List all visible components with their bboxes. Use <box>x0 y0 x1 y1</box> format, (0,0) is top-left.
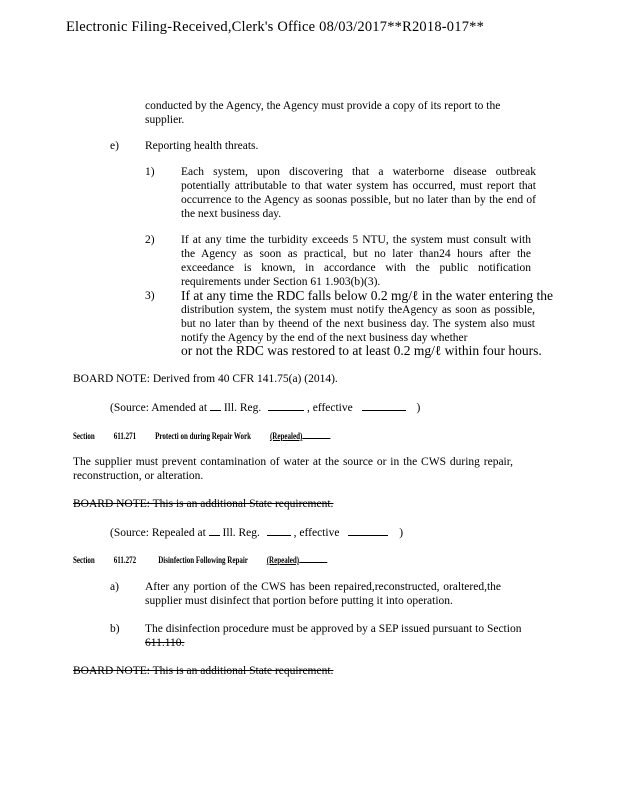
sub3-middle: distribution system, the system must notify theAgency as soon as possible, but no later than by theend of the next business day. The system also must notify the Agency by the end of the next business day whether <box>181 304 535 344</box>
heading-underline <box>299 561 327 563</box>
sub2-label: 2) <box>145 234 155 246</box>
repealed-status: (Repealed) <box>266 555 300 565</box>
section-number: 611.271 <box>113 431 137 441</box>
section-label: Section <box>73 431 95 441</box>
para-271: The supplier must prevent contamination of water at the source or in the CWS during repair, reconstruction, or alteration. <box>73 456 513 482</box>
board-note-1: BOARD NOTE: Derived from 40 CFR 141.75(a) (2014). <box>73 373 338 385</box>
item-e-text: Reporting health threats. <box>145 140 259 152</box>
effective-label: , effective <box>306 402 353 414</box>
date-blank <box>348 525 388 536</box>
page-blank <box>267 525 291 536</box>
item-e-label: e) <box>110 140 119 152</box>
sub3-line-first: If at any time the RDC falls below 0.2 mg/ℓ in the water entering the <box>181 288 553 303</box>
sub1-text: Each system, upon discovering that a waterborne disease outbreak potentially attributable to that water system has occurred, must report that occurrence to the Agency as soonas possible, but no later than by the end of the next business day. <box>181 166 536 220</box>
section-title: Protecti on during Repair Work <box>155 431 252 441</box>
source-repealed-prefix: (Source: Repealed at <box>110 527 206 539</box>
date-blank <box>362 400 406 411</box>
sub3-line-last: or not the RDC was restored to at least 0.2 mg/ℓ within four hours. <box>181 343 542 358</box>
ill-reg-label: Ill. Reg. <box>223 402 262 414</box>
section-title: Disinfection Following Repair <box>158 555 248 565</box>
item-a-label: a) <box>110 581 119 593</box>
volume-blank <box>209 525 220 536</box>
repealed-status: (Repealed) <box>269 431 303 441</box>
section-272-heading <box>73 555 327 565</box>
sub3-label: 3) <box>145 290 155 302</box>
source-repealed <box>110 525 403 540</box>
sub1-label: 1) <box>145 166 155 178</box>
section-label: Section <box>73 555 95 565</box>
item-a-text: After any portion of the CWS has been repaired,reconstructed, oraltered,the supplier must disinfect that portion before putting it into operation. <box>145 581 501 607</box>
page-header: Electronic Filing-Received,Clerk's Office 08/03/2017**R2018-017** <box>66 19 485 35</box>
item-b-ref: 611.110. <box>145 637 185 649</box>
source-amended-prefix: (Source: Amended at <box>110 402 208 414</box>
ill-reg-label: Ill. Reg. <box>222 527 260 539</box>
section-271-heading <box>73 431 330 441</box>
heading-underline <box>302 437 330 439</box>
board-note-3: BOARD NOTE: This is an additional State requirement. <box>73 665 334 677</box>
intro-line-1: conducted by the Agency, the Agency must provide a copy of its report to the <box>145 100 501 112</box>
source-amended <box>110 400 420 415</box>
volume-blank <box>210 400 221 411</box>
section-number: 611.272 <box>113 555 137 565</box>
item-b-label: b) <box>110 623 120 635</box>
source-close: ) <box>399 527 404 539</box>
page-blank <box>268 400 304 411</box>
sub2-text: If at any time the turbidity exceeds 5 NTU, the system must consult with the Agency as soon as practical, but no later than24 hours after the exceedance is known, in accordance with the public notification requirements under Section 61 1.903(b)(3). <box>181 234 531 288</box>
board-note-2: BOARD NOTE: This is an additional State requirement. <box>73 498 334 510</box>
source-close: ) <box>416 402 421 414</box>
intro-line-2: supplier. <box>145 114 185 126</box>
item-b-text: The disinfection procedure must be approved by a SEP issued pursuant to Section <box>145 623 522 635</box>
effective-label: , effective <box>293 527 340 539</box>
